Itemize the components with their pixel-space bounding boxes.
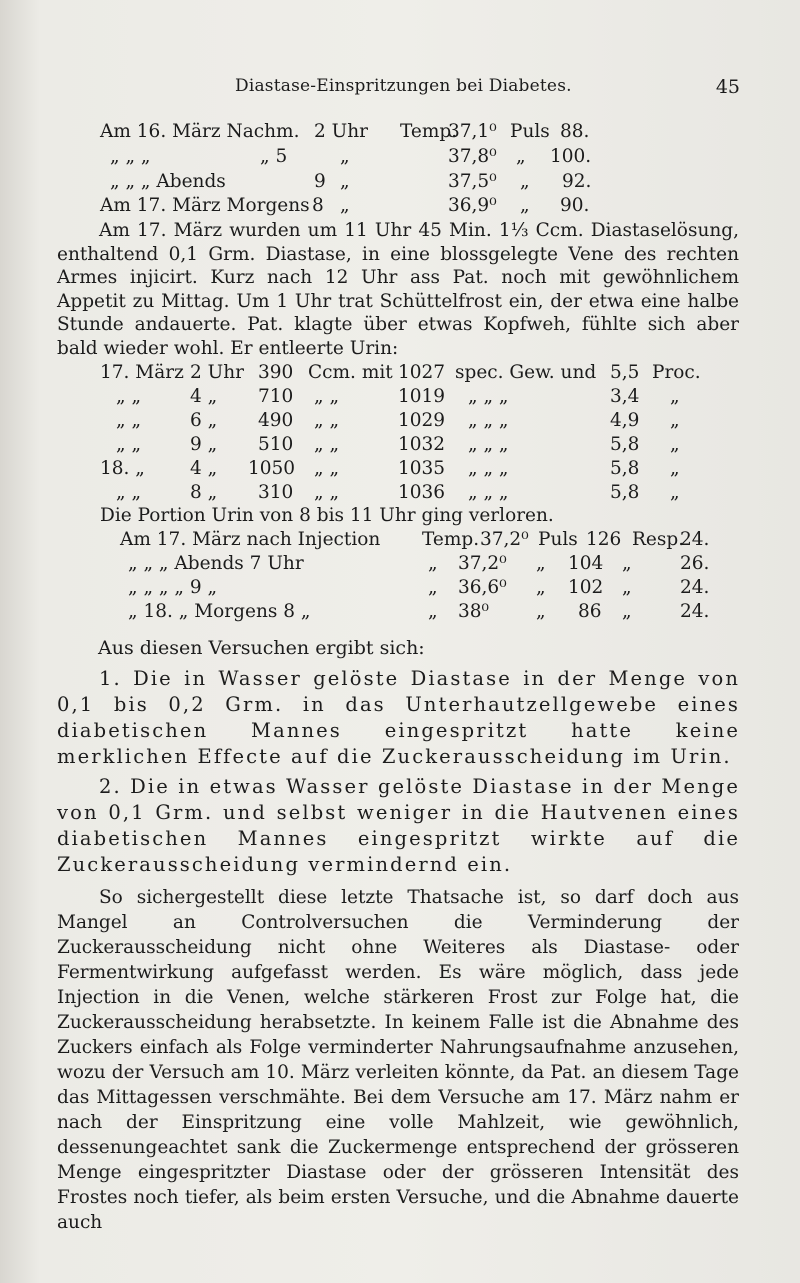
conclusion-2: 2. Die in etwas Wasser gelöste Diastase in der Menge von 0,1 Grm. und selbst weniger in die Hautvenen eines diabetischen Mannes eingespritzt wirkte auf die Zuckerausscheidung vermindernd ein. — [57, 775, 740, 876]
table-row: „ „ 6 „ 490 „ „ 1029 „ „ „ 4,9 „ — [116, 410, 680, 431]
table-row: 18. „ 4 „ 1050 „ „ 1035 „ „ „ 5,8 „ — [100, 458, 680, 479]
page-header — [60, 76, 740, 102]
table-row: „ „ „ „ 9 „ „ 36,6⁰ „ 102 „ 24. — [128, 577, 710, 598]
table-row: Am 17. März nach Injection Temp. 37,2⁰ Puls 126 Resp. 24. — [120, 529, 710, 550]
table-row: Am 16. März Nachm. 2 Uhr Temp. 37,1⁰ Puls 88. — [100, 121, 590, 142]
table-row: „ „ 4 „ 710 „ „ 1019 „ „ „ 3,4 „ — [116, 386, 680, 407]
table-row: „ „ „ Abends 7 Uhr „ 37,2⁰ „ 104 „ 26. — [128, 553, 710, 574]
conclusion-1: 1. Die in Wasser gelöste Diastase in der Menge von 0,1 bis 0,2 Grm. in das Unterhautzellgewebe eines diabetischen Mannes eingespritzt hatte keine merklichen Effecte auf die Zuckerausscheidung im Urin. — [57, 667, 740, 768]
table-row: 17. März 2 Uhr 390 Ccm. mit 1027 spec. Gew. und 5,5 Proc. — [100, 362, 701, 383]
injection-paragraph: Am 17. März wurden um 11 Uhr 45 Min. 1⅓ Ccm. Diastaselösung, enthaltend 0,1 Grm. Diastase, in eine blossgelegte Vene des rechten Armes injicirt. Kurz nach 12 Uhr ass Pat. noch mit gewöhnlichem Appetit zu Mittag. Um 1 Uhr trat Schüttelfrost ein, der etwa eine halbe Stunde andauerte. Pat. klagte über etwas Kopfweh, fühlte sich aber bald wieder wohl. Er entleerte Urin: — [57, 220, 739, 359]
running-title: Diastase-Einspritzungen bei Diabetes. — [235, 76, 572, 96]
table-row: Am 17. März Morgens 8 „ 36,9⁰ „ 90. — [100, 195, 590, 216]
portion-note: Die Portion Urin von 8 bis 11 Uhr ging verloren. — [100, 505, 554, 526]
page-number: 45 — [715, 76, 740, 98]
final-paragraph: So sichergestellt diese letzte Thatsache ist, so darf doch aus Mangel an Controlversuchen die Verminderung der Zuckerausscheidung nicht ohne Weiteres als Diastase- oder Fermentwirkung aufgefasst werden. Es wäre möglich, dass jede Injection in die Venen, welche stärkeren Frost zur Folge hat, die Zuckerausscheidung herabsetzte. In keinem Falle ist die Abnahme des Zuckers einfach als Folge verminderter Nahrungsaufnahme anzusehen, wozu der Versuch am 10. März verleiten könnte, da Pat. an diesem Tage das Mittagessen verschmähte. Bei dem Versuche am 17. März nahm er nach der Einspritzung eine volle Mahlzeit, wie gewöhnlich, dessenungeachtet sank die Zuckermenge entsprechend der grösseren Menge eingespritzter Diastase oder der grösseren Intensität des Frostes noch tiefer, als beim ersten Versuche, und die Abnahme dauerte auch — [57, 887, 739, 1233]
table-row: „ „ 9 „ 510 „ „ 1032 „ „ „ 5,8 „ — [116, 434, 680, 455]
table-row: „ „ „ Abends 9 „ 37,5⁰ „ 92. — [110, 171, 592, 192]
conclusion-lead: Aus diesen Versuchen ergibt sich: — [98, 637, 425, 659]
table-row: „ „ 8 „ 310 „ „ 1036 „ „ „ 5,8 „ — [116, 482, 680, 503]
table-row: „ 18. „ Morgens 8 „ „ 38⁰ „ 86 „ 24. — [128, 601, 710, 622]
table-row: „ „ „ „ 5 „ 37,8⁰ „ 100. — [110, 146, 592, 167]
